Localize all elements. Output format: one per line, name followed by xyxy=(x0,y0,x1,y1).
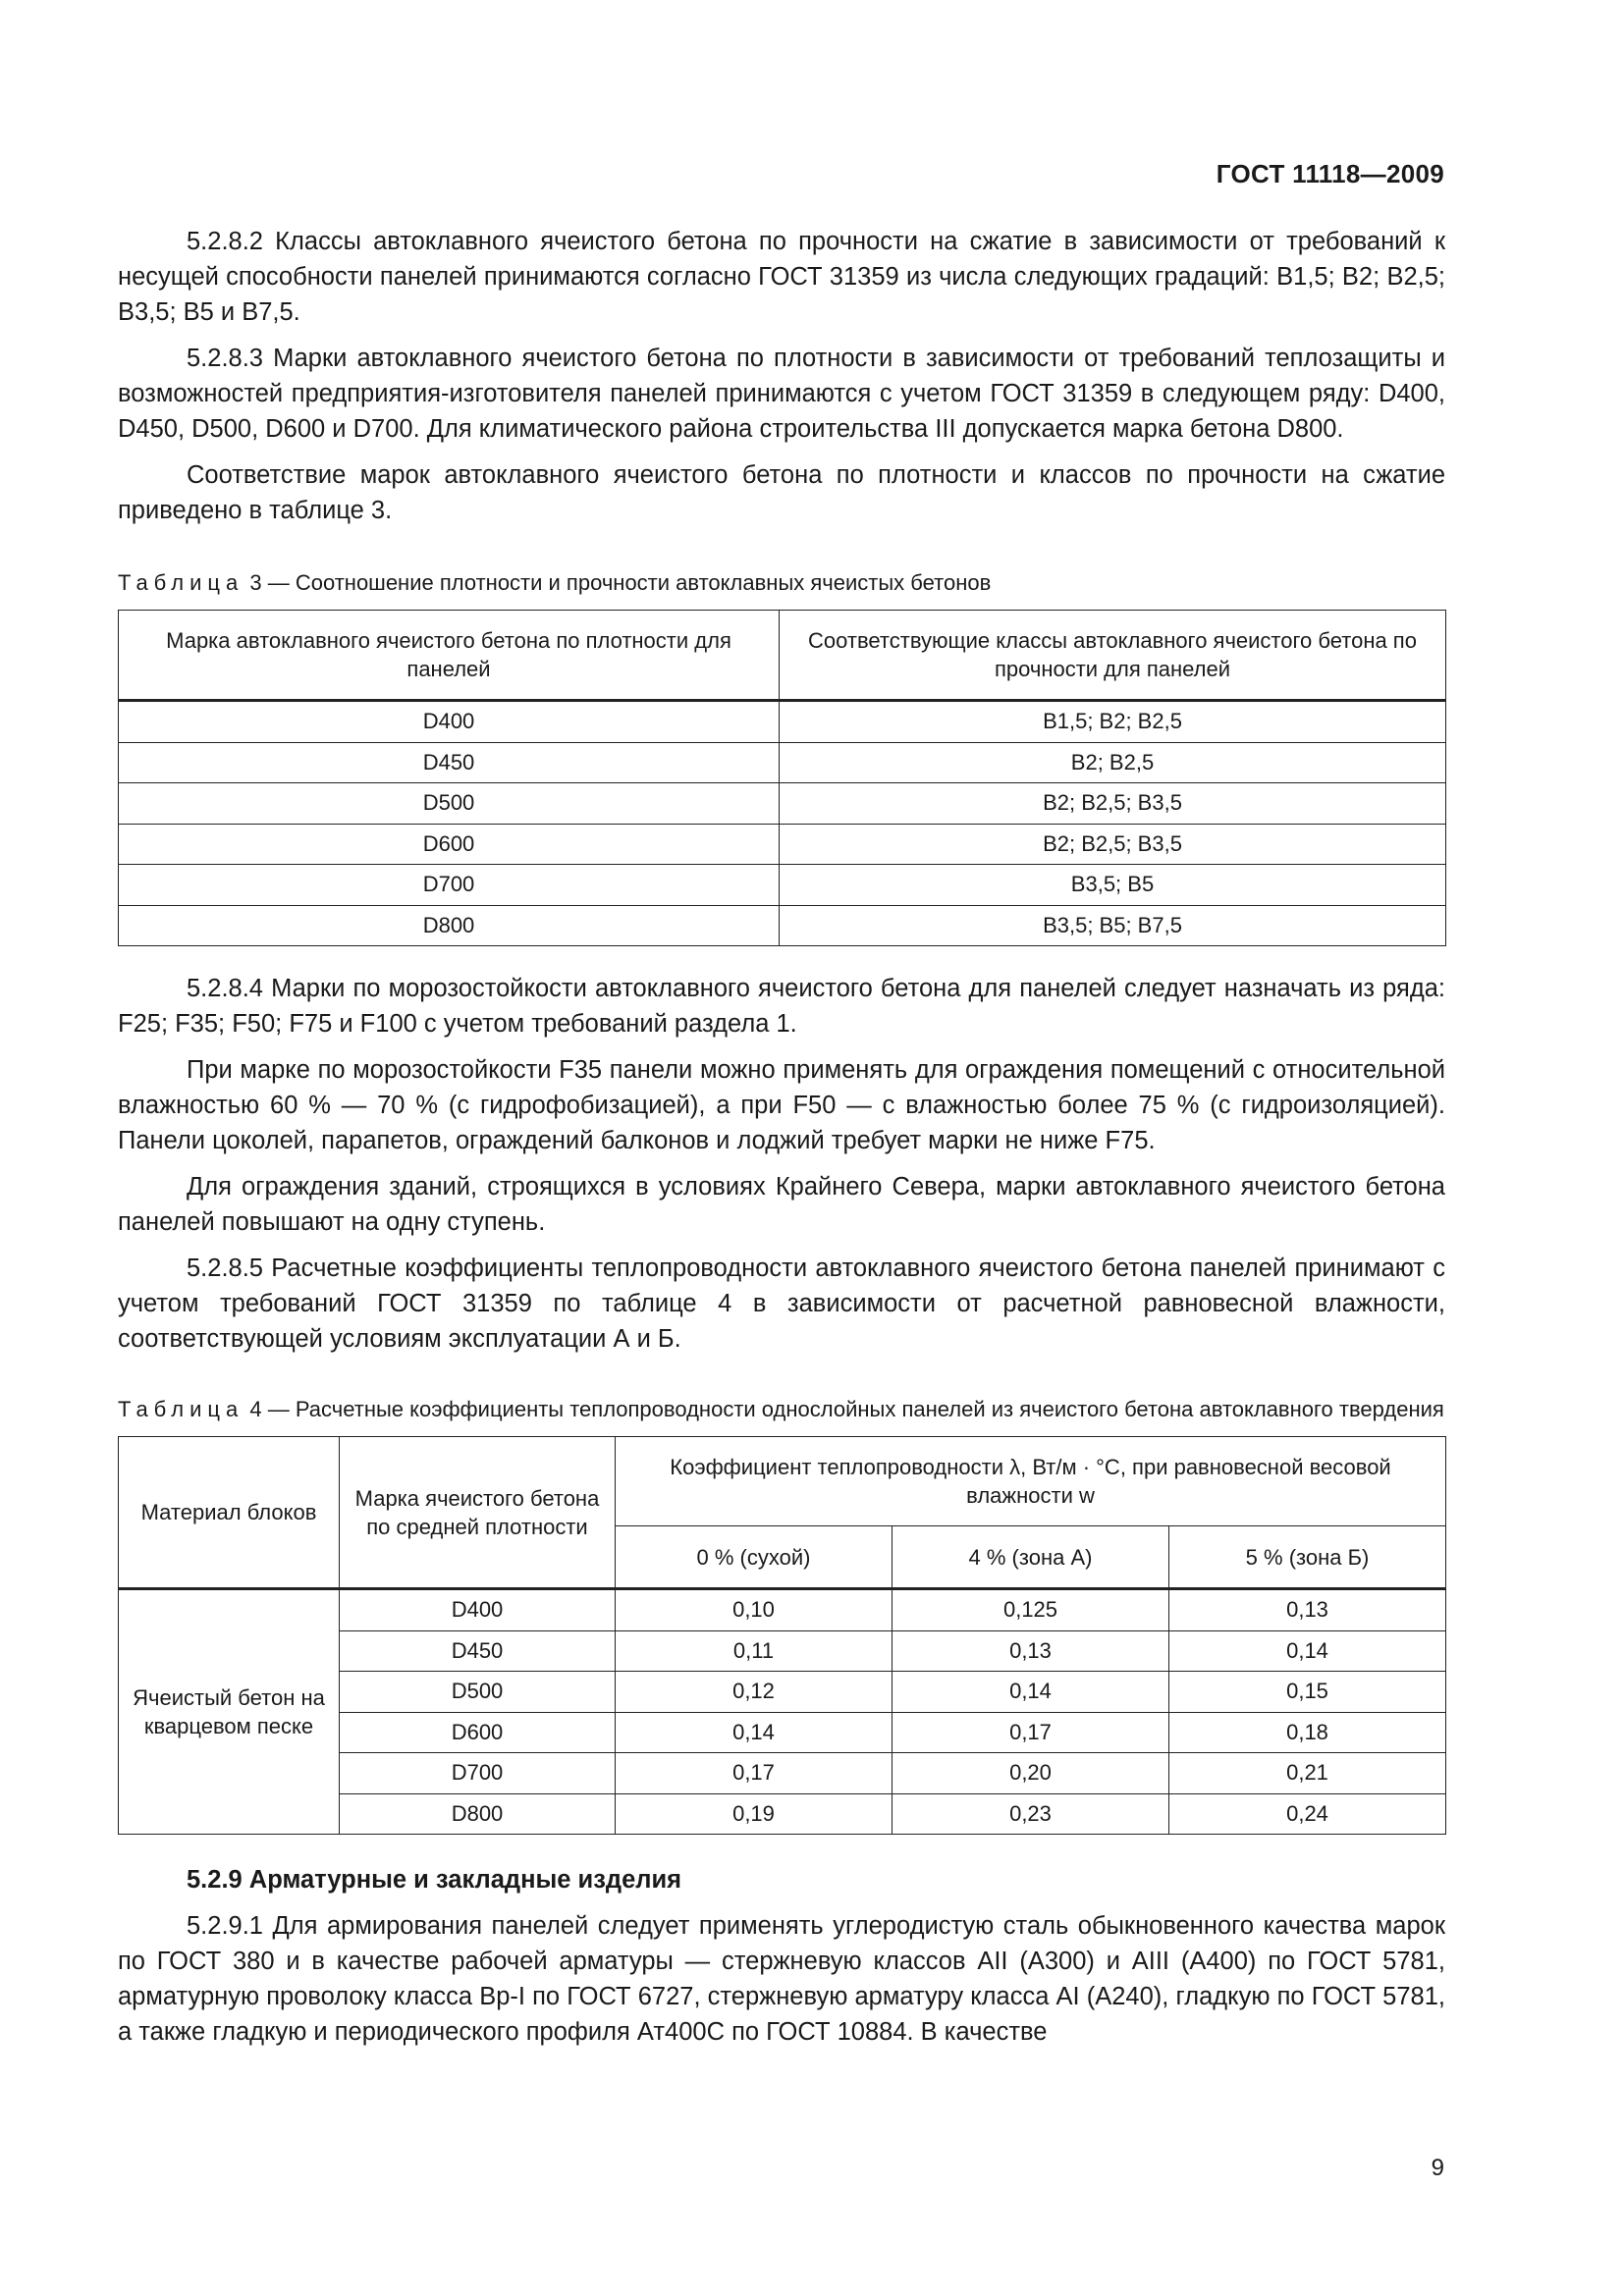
paragraph-5-2-9-1: 5.2.9.1 Для армирования панелей следует применять углеродистую сталь обыкновенного качества марок по ГОСТ 380 и в качестве рабочей арматуры — стержневую классов АII (А300) и АIII (А400) по ГОСТ 5781, арматурную проволоку класса Вр-I по ГОСТ 6727, стержневую арматуру класса АI (А240), гладкую по ГОСТ 5781, а также гладкую и периодического профиля Ат400С по ГОСТ 10884. В качестве xyxy=(118,1912,1445,2046)
table4-header-material: Материал блоков xyxy=(119,1437,340,1589)
paragraph-5-2-8-3: 5.2.8.3 Марки автоклавного ячеистого бетона по плотности в зависимости от требований теплозащиты и возможностей предприятия-изготовителя панелей принимаются с учетом ГОСТ 31359 в следующем ряду: D400, D450, D500, D600 и D700. Для климатического района строительства III допускается марка бетона D800. xyxy=(118,345,1445,443)
table-row xyxy=(119,783,1446,825)
paragraph-table3-reference: Соответствие марок автоклавного ячеистого бетона по плотности и классов по прочности на сжатие приведено в таблице 3. xyxy=(118,461,1445,524)
page-number: 9 xyxy=(1431,2155,1444,2181)
table3-cell-grade: D400 xyxy=(119,701,780,743)
table4-cell-value: 0,23 xyxy=(893,1793,1169,1835)
page-content xyxy=(118,224,1445,2060)
table3-cell-classes: В2; В2,5 xyxy=(780,742,1446,783)
table4-cell-value: 0,24 xyxy=(1169,1793,1446,1835)
table4-cell-value: 0,13 xyxy=(893,1630,1169,1672)
table-row xyxy=(119,701,1446,743)
table3-cell-grade: D600 xyxy=(119,824,780,865)
table4-cell-value: 0,10 xyxy=(616,1589,893,1631)
table4-cell-value: 0,18 xyxy=(1169,1712,1446,1753)
table4-cell-value: 0,20 xyxy=(893,1753,1169,1794)
table4-subheader-zone-a: 4 % (зона А) xyxy=(893,1526,1169,1589)
table3-cell-grade: D800 xyxy=(119,905,780,946)
paragraph-5-2-8-5: 5.2.8.5 Расчетные коэффициенты теплопроводности автоклавного ячеистого бетона панелей принимают с учетом требований ГОСТ 31359 по таблице 4 в зависимости от расчетной равновесной влажности, соответствующей условиям эксплуатации А и Б. xyxy=(118,1255,1445,1353)
table4-cell-value: 0,14 xyxy=(893,1672,1169,1713)
paragraph-frost-resistance: При марке по морозостойкости F35 панели можно применять для ограждения помещений с относительной влажностью 60 % — 70 % (с гидрофобизацией), а при F50 — с влажностью более 75 % (с гидроизоляцией). Панели цоколей, парапетов, ограждений балконов и лоджий требует марки не ниже F75. xyxy=(118,1056,1445,1154)
table-row xyxy=(119,905,1446,946)
table4-subheader-dry: 0 % (сухой) xyxy=(616,1526,893,1589)
paragraph-5-2-8-2: 5.2.8.2 Классы автоклавного ячеистого бетона по прочности на сжатие в зависимости от требований к несущей способности панелей принимаются согласно ГОСТ 31359 из числа следующих градаций: В1,5; В2; В2,5; В3,5; В5 и В7,5. xyxy=(118,228,1445,326)
table4-cell-grade: D800 xyxy=(340,1793,616,1835)
table3-caption-text: 3 — Соотношение плотности и прочности автоклавных ячеистых бетонов xyxy=(243,570,992,595)
table4-cell-value: 0,11 xyxy=(616,1630,893,1672)
table4-cell-value: 0,12 xyxy=(616,1672,893,1713)
table3-cell-classes: В3,5; В5 xyxy=(780,865,1446,906)
table-row xyxy=(119,824,1446,865)
table4-cell-value: 0,17 xyxy=(616,1753,893,1794)
table-row xyxy=(119,865,1446,906)
table4-cell-value: 0,19 xyxy=(616,1793,893,1835)
table3-header-strength: Соответствующие классы автоклавного ячеистого бетона по прочности для панелей xyxy=(780,611,1446,701)
table-3 xyxy=(118,610,1446,946)
table3-header-density: Марка автоклавного ячеистого бетона по плотности для панелей xyxy=(119,611,780,701)
table3-caption xyxy=(118,568,1445,597)
table4-header-coefficient: Коэффициент теплопроводности λ, Вт/м · °С, при равновесной весовой влажности w xyxy=(616,1437,1446,1526)
table4-cell-value: 0,125 xyxy=(893,1589,1169,1631)
table4-cell-grade: D500 xyxy=(340,1672,616,1713)
table3-cell-classes: В3,5; В5; В7,5 xyxy=(780,905,1446,946)
table4-cell-value: 0,21 xyxy=(1169,1753,1446,1794)
table4-cell-value: 0,17 xyxy=(893,1712,1169,1753)
table4-cell-grade: D700 xyxy=(340,1753,616,1794)
table4-cell-grade: D400 xyxy=(340,1589,616,1631)
table3-cell-classes: В1,5; В2; В2,5 xyxy=(780,701,1446,743)
table3-cell-grade: D500 xyxy=(119,783,780,825)
table4-caption-text: 4 — Расчетные коэффициенты теплопроводности однослойных панелей из ячеистого бетона автоклавного твердения xyxy=(243,1397,1444,1421)
table-4 xyxy=(118,1436,1446,1835)
table4-cell-value: 0,13 xyxy=(1169,1589,1446,1631)
paragraph-far-north: Для ограждения зданий, строящихся в условиях Крайнего Севера, марки автоклавного ячеистого бетона панелей повышают на одну ступень. xyxy=(118,1173,1445,1236)
table3-header-row xyxy=(119,611,1446,701)
table3-cell-classes: В2; В2,5; В3,5 xyxy=(780,824,1446,865)
table4-caption xyxy=(118,1395,1445,1423)
table4-header-row xyxy=(119,1437,1446,1526)
section-heading-5-2-9: 5.2.9 Арматурные и закладные изделия xyxy=(187,1866,681,1894)
table4-cell-value: 0,14 xyxy=(1169,1630,1446,1672)
table4-header-grade: Марка ячеистого бетона по средней плотности xyxy=(340,1437,616,1589)
table4-cell-material: Ячеистый бетон на кварцевом песке xyxy=(119,1589,340,1835)
paragraph-5-2-8-4: 5.2.8.4 Марки по морозостойкости автоклавного ячеистого бетона для панелей следует назначать из ряда: F25; F35; F50; F75 и F100 с учетом требований раздела 1. xyxy=(118,975,1445,1038)
document-header: ГОСТ 11118—2009 xyxy=(1216,159,1444,188)
table3-cell-grade: D450 xyxy=(119,742,780,783)
table4-cell-value: 0,14 xyxy=(616,1712,893,1753)
table4-cell-grade: D450 xyxy=(340,1630,616,1672)
table3-caption-label: Таблица xyxy=(118,570,244,595)
table4-cell-value: 0,15 xyxy=(1169,1672,1446,1713)
table3-cell-grade: D700 xyxy=(119,865,780,906)
table4-subheader-zone-b: 5 % (зона Б) xyxy=(1169,1526,1446,1589)
table-row xyxy=(119,742,1446,783)
table3-cell-classes: В2; В2,5; В3,5 xyxy=(780,783,1446,825)
table4-caption-label: Таблица xyxy=(118,1397,244,1421)
table4-cell-grade: D600 xyxy=(340,1712,616,1753)
table-row xyxy=(119,1589,1446,1631)
